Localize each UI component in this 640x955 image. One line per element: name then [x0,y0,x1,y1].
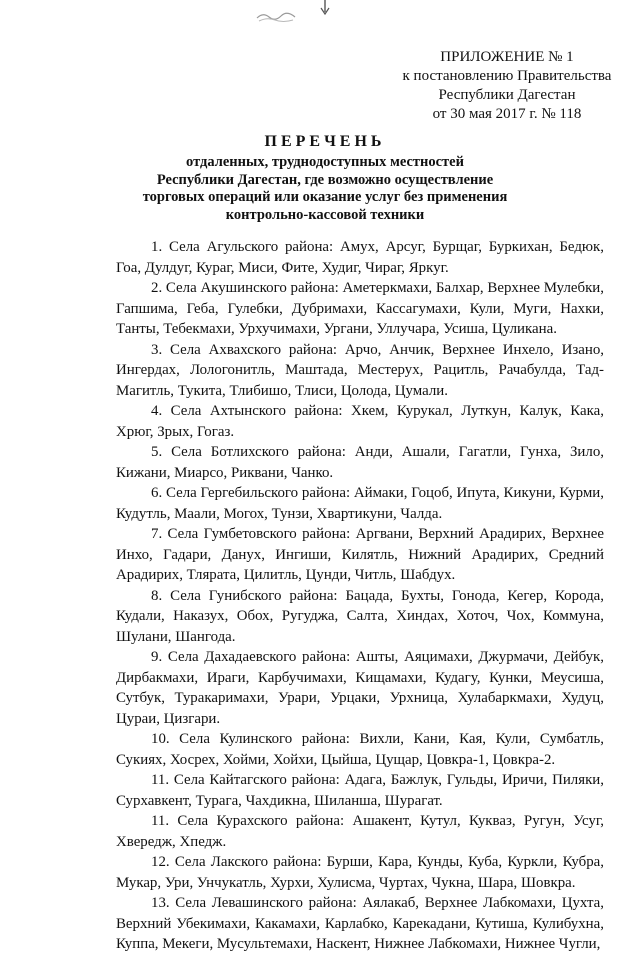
list-item-kurakh: 11. Села Курахского района: Ашакент, Кутул, Кукваз, Ругун, Усуг, Хвередж, Хпедж. [116,813,604,850]
list-item-gunib: 8. Села Гунибского района: Бацада, Бухты, Гонода, Кегер, Корода, Кудали, Наказух, Обох, Ругуджа, Салта, Хиндах, Хоточ, Чох, Коммуна, Шулани, Шангода. [116,587,604,645]
appendix-resolution-line: к постановлению Правительства [402,68,612,84]
subtitle-line-2: Республики Дагестан, где возможно осуществление [156,171,494,188]
list-item-gumbetov: 7. Села Гумбетовского района: Аргвани, Верхний Арадирих, Верхнее Инхо, Гадари, Данух, Ингиши, Килятль, Нижний Арадирих, Средний Арадирих, Тлярата, Цилитль, Цунди, Читль, Шабдух. [116,526,604,583]
title-heading: ПЕРЕЧЕНЬ [264,133,386,150]
list-item-akhvakh: 3. Села Ахвахского района: Арчо, Анчик, Верхнее Инхело, Изано, Ингердах, Лологонитль, Маштада, Местерух, Рацитль, Рачабулда, Тад-Магитль, Тукита, Тлибишо, Тлиси, Цолода, Цумали. [116,341,604,399]
appendix-date-line: от 30 мая 2017 г. № 118 [432,106,582,122]
list-item-lak: 12. Села Лакского района: Бурши, Кара, Кунды, Куба, Куркли, Кубра, Мукар, Ури, Унчукатль, Хурхи, Хулисма, Чуртах, Чукна, Шара, Шовкра. [116,854,604,891]
appendix-republic-line: Республики Дагестан [438,87,576,103]
scan-tick-mark [318,0,332,26]
localities-list [116,237,604,955]
list-item-agul: 1. Села Агульского района: Амух, Арсуг, Бурщаг, Буркихан, Бедюк, Гоа, Дулдуг, Кураг, Миси, Фите, Худиг, Чираг, Яркуг. [116,239,604,276]
appendix-title: ПРИЛОЖЕНИЕ № 1 [440,49,574,65]
subtitle-line-3: торговых операций или оказание услуг без применения [142,189,508,205]
list-item-gergebil: 6. Села Гергебильского района: Аймаки, Гоцоб, Ипута, Кикуни, Курми, Кудутль, Маали, Могох, Тунзи, Хвартикуни, Чалда. [116,485,604,522]
list-item-kulin: 10. Села Кулинского района: Вихли, Кани, Кая, Кули, Сумбатль, Сукиях, Хосрех, Хойми, Хойхи, Цыйша, Цущар, Цовкра-1, Цовкра-2. [116,731,604,768]
document-title [90,132,560,224]
list-item-botlikh: 5. Села Ботлихского района: Анди, Ашали, Гагатли, Гунха, Зило, Кижани, Миарсо, Риквани, Чанко. [116,444,604,481]
subtitle-line-1: отдаленных, труднодоступных местностей [186,154,464,170]
appendix-header [372,48,640,124]
list-item-dakhadaev: 9. Села Дахадаевского района: Ашты, Аяцимахи, Джурмачи, Дейбук, Дирбакмахи, Ираги, Карбучимахи, Кищамахи, Кудагу, Кунки, Меусиша, Сутбук, Туракаримахи, Урари, Урцаки, Урхница, Хулабаркмахи, Худуц, Цураи, Цизгари. [116,649,604,727]
list-item-kaitag: 11. Села Кайтагского района: Адага, Бажлук, Гульды, Иричи, Пиляки, Сурхавкент, Турага, Чахдикна, Шиланша, Шурагат. [116,772,604,809]
scan-stamp-mark [255,0,297,26]
list-item-levashi: 13. Села Левашинского района: Аялакаб, Верхнее Лабкомахи, Цухта, Верхний Убекимахи, Какамахи, Карлабко, Карекадани, Кутиша, Кулибухна, Куппа, Мекеги, Мусультемахи, Наскент, Нижнее Лабкомахи, Нижнее Чугли, [116,895,604,952]
list-item-akhty: 4. Села Ахтынского района: Хкем, Курукал, Луткун, Калук, Кака, Хрюг, Зрых, Гогаз. [116,403,604,440]
subtitle-line-4: контрольно-кассовой техники [225,206,425,223]
title-subtitle [90,154,560,224]
list-item-akusha: 2. Села Акушинского района: Аметеркмахи, Балхар, Верхнее Мулебки, Гапшима, Геба, Гулебки, Дубримахи, Кассагумахи, Кули, Муги, Нахки, Танты, Тебекмахи, Урхучимахи, Ургани, Уллучара, Усиша, Цуликана. [116,280,604,337]
